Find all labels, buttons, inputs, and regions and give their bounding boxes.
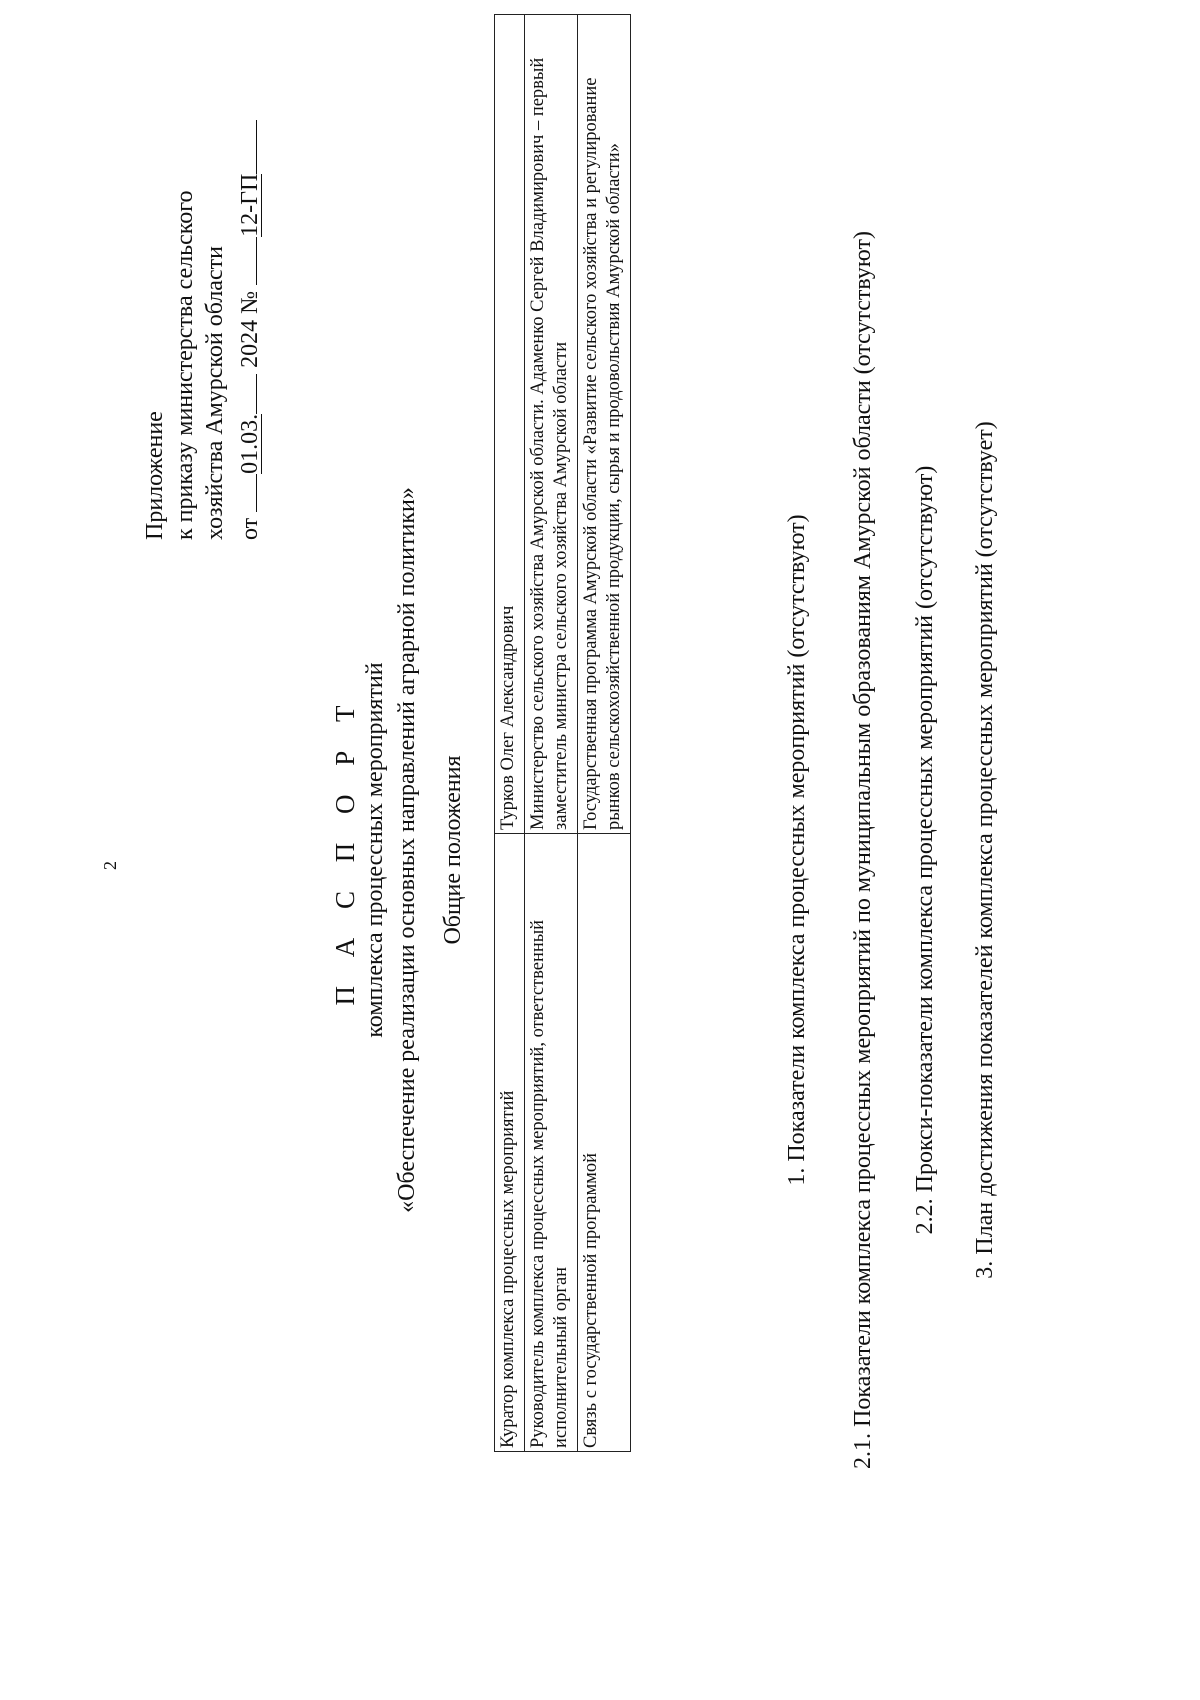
appendix-order-line: к приказу министерства сельского bbox=[172, 190, 198, 540]
year-and-number-sign: 2024 № bbox=[237, 290, 263, 368]
table-row bbox=[525, 15, 578, 1452]
date-blank-right bbox=[230, 374, 257, 414]
table-row bbox=[578, 15, 631, 1452]
section-achievement-plan: 3. План достижения показателей комплекса процессных мероприятий (отсутствует) bbox=[972, 421, 998, 1279]
table-cell-value: Министерство сельского хозяйства Амурской области. Адаменко Сергей Владимирович – первый заместитель министра сельского хозяйства Амурской области bbox=[525, 15, 578, 834]
section-indicators: 1. Показатели комплекса процессных мероприятий (отсутствуют) bbox=[784, 514, 810, 1186]
section-proxy-indicators: 2.2. Прокси-показатели комплекса процессных мероприятий (отсутствуют) bbox=[912, 465, 938, 1235]
program-name: «Обеспечение реализации основных направлений аграрной политики» bbox=[394, 487, 420, 1213]
table-cell-label: Связь с государственной программой bbox=[578, 834, 631, 1452]
appendix-heading: Приложение bbox=[142, 411, 168, 540]
page-number: 2 bbox=[100, 861, 120, 870]
passport-table bbox=[494, 14, 631, 1452]
appendix-ministry-line: хозяйства Амурской области bbox=[202, 246, 228, 540]
table-cell-label: Куратор комплекса процессных мероприятий bbox=[495, 834, 525, 1452]
appendix-date-line bbox=[230, 100, 265, 540]
appendix-block bbox=[140, 100, 265, 540]
table-row bbox=[495, 15, 525, 1452]
section-heading: Общие положения bbox=[440, 755, 466, 945]
date-blank-left bbox=[230, 474, 257, 512]
order-number: 12-ГП bbox=[237, 173, 263, 237]
table-cell-label: Руководитель комплекса процессных мероприятий, ответственный исполнительный орган bbox=[525, 834, 578, 1452]
document-subtitle: комплекса процессных мероприятий bbox=[362, 662, 388, 1038]
date-prefix: от bbox=[237, 517, 263, 540]
date-value: 01.03. bbox=[237, 413, 263, 474]
number-blank-left bbox=[230, 237, 257, 285]
table-cell-value: Турков Олег Александрович bbox=[495, 15, 525, 834]
section-municipal-indicators: 2.1. Показатели комплекса процессных мероприятий по муниципальным образованиям Амурской области (отсутствуют) bbox=[850, 231, 876, 1469]
number-blank-right bbox=[230, 120, 257, 174]
document-title: П А С П О Р Т bbox=[330, 694, 360, 1006]
table-cell-value: Государственная программа Амурской области «Развитие сельского хозяйства и регулирование рынков сельскохозяйственной продукции, сырья и продовольствия Амурской области» bbox=[578, 15, 631, 834]
